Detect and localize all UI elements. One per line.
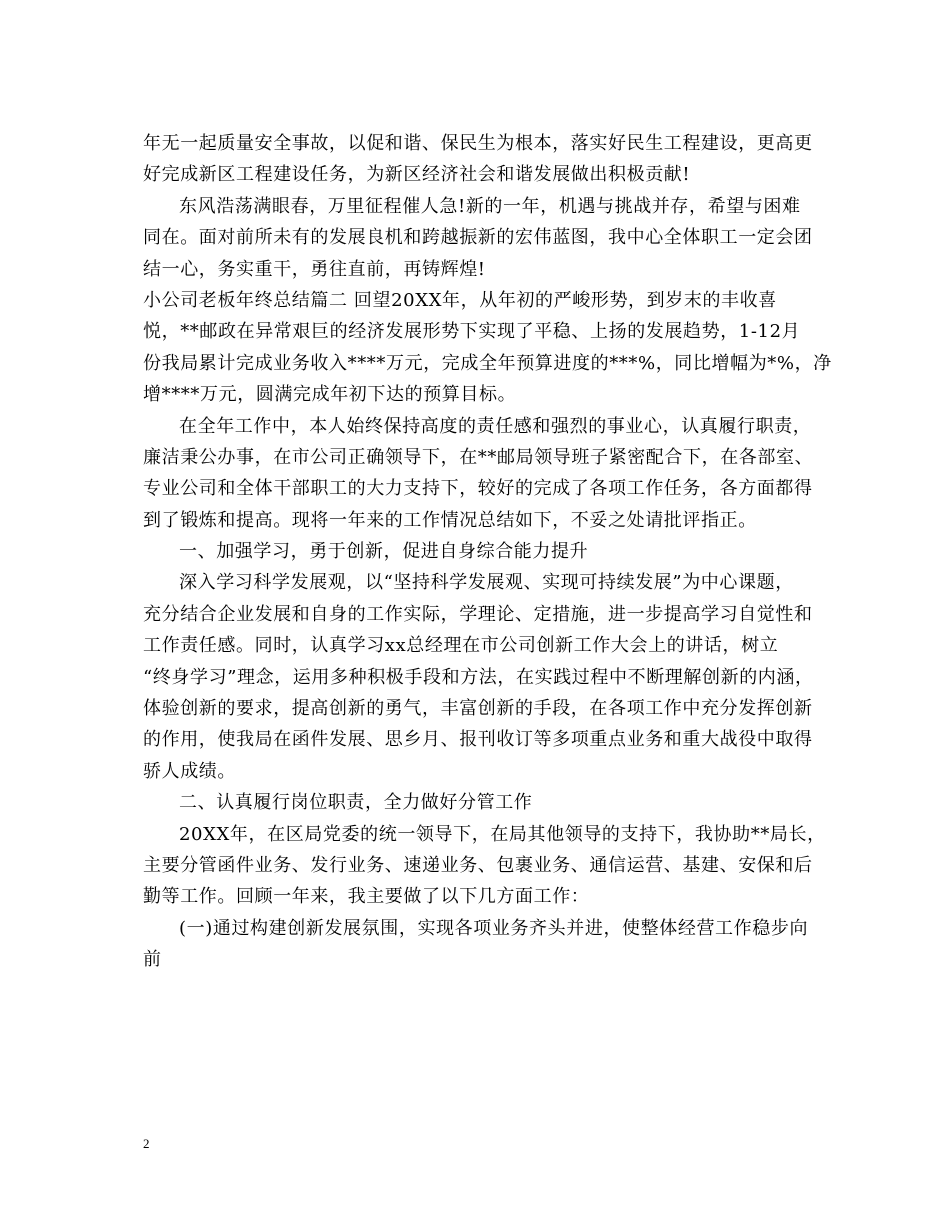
page-number: 2	[143, 1136, 150, 1151]
text-line: 份我局累计完成业务收入****万元，完成全年预算进度的***%，同比增幅为*%，净	[143, 352, 832, 374]
text-line: 骄人成绩。	[143, 760, 236, 782]
text-line: 到了锻炼和提高。现将一年来的工作情况总结如下，不妥之处请批评指正。	[143, 509, 757, 531]
text-line: “终身学习”理念，运用多种积极手段和方法，在实践过程中不断理解创新的内涵，	[143, 666, 814, 688]
text-line: 的作用，使我局在函件发展、思乡月、报刊收订等多项重点业务和重大战役中取得	[143, 729, 813, 751]
text-line: 深入学习科学发展观，以“坚持科学发展观、实现可持续发展”为中心课题，	[179, 572, 794, 594]
text-line: 年无一起质量安全事故，以促和谐、保民生为根本，落实好民生工程建设，更高更	[143, 133, 813, 154]
text-line: 20XX年，在区局党委的统一领导下，在局其他领导的支持下，我协助**局长，	[179, 823, 826, 845]
text-line: 一、加强学习，勇于创新，促进自身综合能力提升	[179, 541, 589, 563]
text-line: 东风浩荡满眼春，万里征程催人急!新的一年，机遇与挑战并存，希望与困难	[179, 195, 801, 217]
text-line: 悦，**邮政在异常艰巨的经济发展形势下实现了平稳、上扬的发展趋势，1-12月	[143, 321, 801, 343]
text-line: 结一心，务实重干，勇往直前，再铸辉煌!	[143, 258, 486, 280]
text-line: 在全年工作中，本人始终保持高度的责任感和强烈的事业心，认真履行职责，	[179, 415, 812, 437]
body-text	[143, 128, 832, 976]
text-line: 专业公司和全体干部职工的大力支持下，较好的完成了各项工作任务，各方面都得	[143, 478, 813, 500]
text-line: 体验创新的要求，提高创新的勇气，丰富创新的手段，在各项工作中充分发挥创新	[143, 698, 813, 720]
text-line: 好完成新区工程建设任务，为新区经济社会和谐发展做出积极贡献!	[143, 164, 691, 186]
text-line: 工作责任感。同时，认真学习xx总经理在市公司创新工作大会上的讲话，树立	[143, 635, 779, 657]
text-line: 增****万元，圆满完成年初下达的预算目标。	[143, 384, 517, 406]
text-line: 二、认真履行岗位职责，全力做好分管工作	[179, 792, 533, 814]
text-line: 充分结合企业发展和自身的工作实际，学理论、定措施，进一步提高学习自觉性和	[143, 603, 813, 625]
text-line: 前	[143, 949, 162, 971]
text-line: (一)通过构建创新发展氛围，实现各项业务齐头并进，使整体经营工作稳步向	[179, 917, 809, 939]
text-line: 同在。面对前所未有的发展良机和跨越振新的宏伟蓝图，我中心全体职工一定会团	[143, 227, 813, 249]
text-line: 小公司老板年终总结篇二 回望20XX年，从年初的严峻形势，到岁末的丰收喜	[143, 289, 777, 311]
text-line: 廉洁秉公办事，在市公司正确领导下，在**邮局领导班子紧密配合下，在各部室、	[143, 446, 814, 468]
text-line: 勤等工作。回顾一年来，我主要做了以下几方面工作：	[143, 886, 590, 908]
text-line: 主要分管函件业务、发行业务、速递业务、包裹业务、通信运营、基建、安保和后	[143, 854, 813, 876]
